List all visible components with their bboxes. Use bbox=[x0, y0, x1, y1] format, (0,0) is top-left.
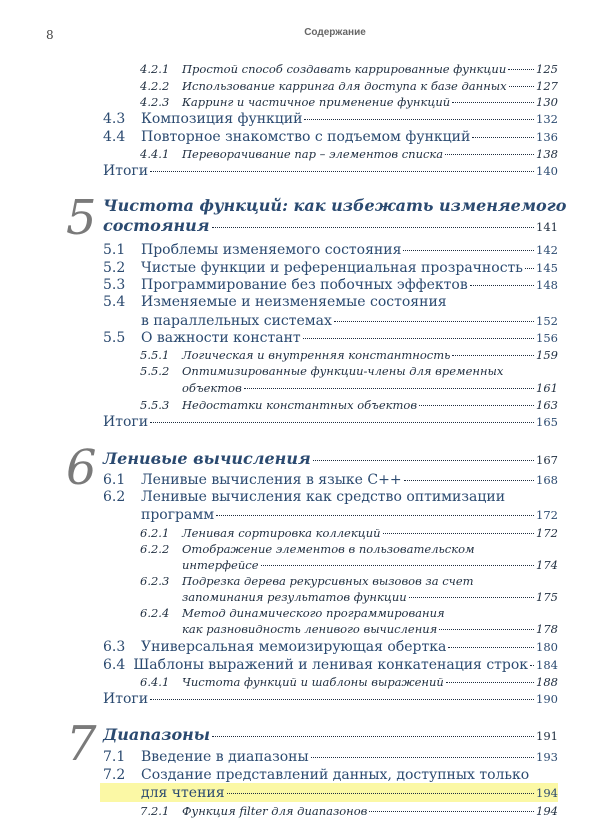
leader-dots bbox=[216, 515, 534, 516]
toc-entry[interactable] bbox=[182, 381, 558, 395]
leader-dots bbox=[525, 268, 534, 269]
entry-number: 6.2 bbox=[103, 489, 126, 505]
leader-dots bbox=[383, 533, 535, 534]
entry-page: 190 bbox=[536, 692, 558, 706]
entry-number: 6.2.4 bbox=[140, 606, 170, 620]
leader-dots bbox=[313, 460, 534, 461]
chapter-title-line1: Чистота функций: как избежать изменяемого bbox=[103, 196, 567, 215]
entry-title: Диапазоны bbox=[103, 725, 211, 744]
entry-number: 6.3 bbox=[103, 639, 126, 655]
leader-dots bbox=[452, 355, 534, 356]
entry-title: Логическая и внутренняя константность bbox=[182, 348, 451, 362]
leader-dots bbox=[445, 154, 534, 155]
entry-number: 4.2.1 bbox=[140, 62, 170, 76]
entry-number: 6.1 bbox=[103, 472, 126, 488]
entry-title: Чистота функций и шаблоны выражений bbox=[182, 675, 444, 689]
toc-entry[interactable] bbox=[103, 129, 558, 145]
toc-entry-line1 bbox=[103, 489, 505, 505]
entry-title: запоминания результатов функции bbox=[182, 590, 407, 604]
leader-dots bbox=[212, 736, 534, 737]
entry-number: 4.4 bbox=[103, 129, 126, 145]
toc-entry[interactable] bbox=[103, 242, 558, 258]
leader-dots bbox=[304, 119, 534, 120]
entry-page: 165 bbox=[536, 415, 558, 429]
toc-entry-line1 bbox=[103, 294, 447, 310]
toc-entry[interactable] bbox=[141, 313, 558, 329]
entry-page: 194 bbox=[536, 786, 558, 800]
leader-dots bbox=[212, 227, 535, 228]
entry-page: 191 bbox=[536, 729, 558, 743]
toc-entry[interactable] bbox=[103, 657, 558, 673]
entry-title: Простой способ создавать каррированные функции bbox=[182, 62, 507, 76]
toc-entry[interactable] bbox=[140, 79, 558, 93]
leader-dots bbox=[472, 137, 534, 138]
entry-title: для чтения bbox=[141, 785, 225, 801]
leader-dots bbox=[509, 86, 534, 87]
entry-title: Переворачивание пар – элементов списка bbox=[182, 147, 444, 161]
entry-number: 7.2 bbox=[103, 767, 126, 783]
entry-title: Программирование без побочных эффектов bbox=[141, 277, 468, 293]
entry-page: 152 bbox=[536, 314, 558, 328]
entry-page: 127 bbox=[536, 79, 558, 93]
toc-entry[interactable] bbox=[140, 526, 558, 540]
chapter-number: 7 bbox=[66, 716, 97, 772]
toc-entry[interactable] bbox=[182, 558, 558, 572]
entry-title: Универсальная мемоизирующая обертка bbox=[141, 639, 447, 655]
toc-entry[interactable] bbox=[182, 622, 558, 636]
entry-title: Создание представлений данных, доступных только bbox=[141, 767, 530, 783]
entry-number: 7.2.1 bbox=[140, 804, 170, 818]
page-number: 8 bbox=[46, 28, 54, 42]
entry-page: 194 bbox=[536, 804, 558, 818]
entry-number: 5.5 bbox=[103, 330, 126, 346]
entry-title: Чистые функции и референциальная прозрачность bbox=[141, 260, 523, 276]
entry-title: Изменяемые и неизменяемые состояния bbox=[141, 294, 447, 310]
entry-title: Итоги bbox=[103, 163, 149, 179]
toc-entry[interactable] bbox=[140, 62, 558, 76]
toc-entry[interactable] bbox=[140, 398, 558, 412]
entry-number: 5.5.2 bbox=[140, 364, 170, 378]
leader-dots bbox=[404, 480, 534, 481]
toc-entry-line1 bbox=[140, 574, 474, 588]
toc-entry[interactable] bbox=[103, 111, 558, 127]
entry-title: Введение в диапазоны bbox=[141, 749, 309, 765]
entry-page: 175 bbox=[536, 590, 558, 604]
entry-title: Использование карринга для доступа к базе данных bbox=[182, 79, 507, 93]
leader-dots bbox=[470, 285, 534, 286]
leader-dots bbox=[303, 338, 534, 339]
entry-number: 6.2.2 bbox=[140, 542, 170, 556]
entry-number: 5.5.3 bbox=[140, 398, 170, 412]
entry-title: состояния bbox=[103, 216, 210, 235]
leader-dots bbox=[446, 682, 534, 683]
entry-title: Ленивые вычисления bbox=[103, 449, 311, 468]
entry-page: 132 bbox=[536, 112, 558, 126]
entry-number: 5.4 bbox=[103, 294, 126, 310]
entry-page: 180 bbox=[536, 640, 558, 654]
entry-page: 161 bbox=[536, 381, 558, 395]
entry-number: 5.2 bbox=[103, 260, 126, 276]
leader-dots bbox=[227, 793, 534, 794]
leader-dots bbox=[334, 321, 534, 322]
toc-entry[interactable] bbox=[140, 675, 558, 689]
entry-title: Оптимизированные функции-члены для временных bbox=[182, 364, 504, 378]
entry-page: 172 bbox=[536, 526, 558, 540]
entry-page: 178 bbox=[536, 622, 558, 636]
entry-number: 4.2.3 bbox=[140, 95, 170, 109]
leader-dots bbox=[369, 811, 534, 812]
toc-entry-line1 bbox=[140, 542, 475, 556]
toc-entry-line1 bbox=[103, 767, 529, 783]
leader-dots bbox=[419, 405, 534, 406]
entry-title: Композиция функций bbox=[141, 111, 303, 127]
toc-entry[interactable] bbox=[140, 147, 558, 161]
toc-entry[interactable] bbox=[103, 749, 558, 765]
leader-dots bbox=[311, 757, 534, 758]
leader-dots bbox=[439, 629, 534, 630]
entry-title: в параллельных системах bbox=[141, 313, 332, 329]
entry-page: 167 bbox=[536, 453, 558, 467]
entry-page: 156 bbox=[536, 331, 558, 345]
toc-entry-line1 bbox=[140, 364, 503, 378]
entry-page: 136 bbox=[536, 130, 558, 144]
entry-page: 163 bbox=[536, 398, 558, 412]
entry-number: 6.4 bbox=[103, 657, 126, 673]
toc-entry[interactable] bbox=[140, 348, 558, 362]
leader-dots bbox=[150, 699, 534, 700]
leader-dots bbox=[508, 69, 534, 70]
chapter-number: 5 bbox=[66, 190, 97, 246]
toc-entry[interactable] bbox=[140, 804, 558, 818]
entry-title: Проблемы изменяемого состояния bbox=[141, 242, 402, 258]
toc-entry[interactable] bbox=[103, 472, 558, 488]
toc-entry[interactable] bbox=[182, 590, 558, 604]
entry-page: 145 bbox=[536, 261, 558, 275]
entry-page: 159 bbox=[536, 348, 558, 362]
leader-dots bbox=[452, 102, 534, 103]
entry-page: 140 bbox=[536, 164, 558, 178]
toc-entry-chapter[interactable] bbox=[103, 725, 558, 744]
toc-entry-chapter[interactable] bbox=[103, 216, 558, 235]
toc-entry[interactable] bbox=[141, 507, 558, 523]
entry-title: Итоги bbox=[103, 414, 149, 430]
entry-number: 6.4.1 bbox=[140, 675, 170, 689]
entry-title: Карринг и частичное применение функций bbox=[182, 95, 451, 109]
entry-title: Итоги bbox=[103, 691, 149, 707]
entry-page: 141 bbox=[536, 220, 558, 234]
entry-page: 172 bbox=[536, 508, 558, 522]
leader-dots bbox=[448, 647, 534, 648]
entry-title: объектов bbox=[182, 381, 242, 395]
entry-title: Повторное знакомство с подъемом функций bbox=[141, 129, 471, 145]
leader-dots bbox=[530, 665, 534, 666]
entry-number: 4.4.1 bbox=[140, 147, 170, 161]
entry-title: Недостатки константных объектов bbox=[182, 398, 418, 412]
entry-page: 142 bbox=[536, 243, 558, 257]
entry-title: Ленивые вычисления как средство оптимизации bbox=[141, 489, 506, 505]
entry-page: 130 bbox=[536, 95, 558, 109]
entry-number: 7.1 bbox=[103, 749, 126, 765]
leader-dots bbox=[244, 388, 534, 389]
entry-title: Функция filter для диапазонов bbox=[182, 804, 368, 818]
entry-title: программ bbox=[141, 507, 215, 523]
entry-title: Шаблоны выражений и ленивая конкатенация строк bbox=[133, 657, 529, 673]
entry-page: 138 bbox=[536, 147, 558, 161]
entry-title: О важности констант bbox=[141, 330, 301, 346]
entry-title: Подрезка дерева рекурсивных вызовов за счет bbox=[182, 574, 474, 588]
leader-dots bbox=[150, 171, 534, 172]
entry-number: 5.5.1 bbox=[140, 348, 170, 362]
toc-entry-line1 bbox=[140, 606, 445, 620]
entry-number: 4.2.2 bbox=[140, 79, 170, 93]
toc-entry[interactable] bbox=[140, 95, 558, 109]
toc-entry-summary[interactable] bbox=[103, 691, 558, 707]
entry-title: интерфейсе bbox=[182, 558, 259, 572]
leader-dots bbox=[409, 597, 534, 598]
leader-dots bbox=[150, 422, 534, 423]
entry-title: Ленивые вычисления в языке C++ bbox=[141, 472, 402, 488]
entry-title: Метод динамического программирования bbox=[182, 606, 445, 620]
entry-page: 168 bbox=[536, 473, 558, 487]
entry-number: 5.1 bbox=[103, 242, 126, 258]
entry-number: 6.2.3 bbox=[140, 574, 170, 588]
entry-title: как разновидность ленивого вычисления bbox=[182, 622, 438, 636]
chapter-number: 6 bbox=[66, 440, 97, 496]
entry-page: 148 bbox=[536, 278, 558, 292]
toc-entry-summary[interactable] bbox=[103, 414, 558, 430]
toc-entry[interactable] bbox=[103, 639, 558, 655]
leader-dots bbox=[261, 565, 535, 566]
entry-number: 5.3 bbox=[103, 277, 126, 293]
entry-page: 193 bbox=[536, 750, 558, 764]
entry-page: 188 bbox=[536, 675, 558, 689]
toc-entry[interactable] bbox=[103, 277, 558, 293]
entry-page: 184 bbox=[536, 658, 558, 672]
entry-title: Отображение элементов в пользовательском bbox=[182, 542, 475, 556]
entry-number: 4.3 bbox=[103, 111, 126, 127]
toc-entry-summary[interactable] bbox=[103, 163, 558, 179]
running-header: Содержание bbox=[304, 27, 366, 38]
leader-dots bbox=[403, 250, 534, 251]
toc-entry[interactable] bbox=[103, 260, 558, 276]
entry-page: 174 bbox=[536, 558, 558, 572]
entry-page: 125 bbox=[536, 62, 558, 76]
toc-entry-chapter[interactable] bbox=[103, 449, 558, 468]
toc-entry[interactable] bbox=[141, 785, 558, 801]
entry-title: Ленивая сортировка коллекций bbox=[182, 526, 381, 540]
entry-number: 6.2.1 bbox=[140, 526, 170, 540]
toc-entry[interactable] bbox=[103, 330, 558, 346]
